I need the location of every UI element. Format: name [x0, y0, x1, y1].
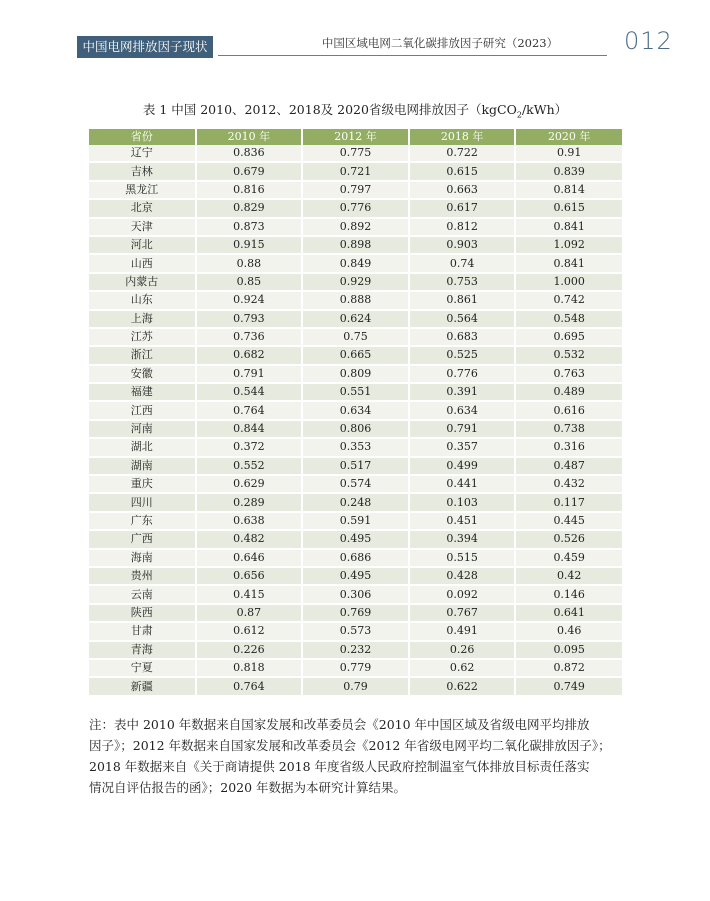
- factor-cell: 0.612: [196, 622, 303, 640]
- note-line: 2018 年数据来自《关于商请提供 2018 年度省级人民政府控制温室气体排放目标责任落实: [89, 759, 590, 774]
- province-cell: 甘肃: [89, 622, 196, 640]
- factor-cell: 0.515: [409, 549, 516, 567]
- factor-cell: 0.873: [196, 218, 303, 236]
- factor-cell: 0.793: [196, 310, 303, 328]
- province-cell: 四川: [89, 493, 196, 511]
- factor-cell: 0.095: [515, 641, 622, 659]
- factor-cell: 0.641: [515, 604, 622, 622]
- factor-cell: 0.764: [196, 677, 303, 695]
- province-cell: 山西: [89, 254, 196, 272]
- note-line: 注：表中 2010 年数据来自国家发展和改革委员会《2010 年中国区域及省级电网平均排放: [89, 717, 590, 732]
- caption-suffix: /kWh）: [521, 102, 568, 117]
- province-cell: 江苏: [89, 328, 196, 346]
- factor-cell: 0.841: [515, 218, 622, 236]
- factor-cell: 0.591: [302, 512, 409, 530]
- page-number: 012: [624, 27, 673, 55]
- factor-cell: 0.482: [196, 530, 303, 548]
- province-cell: 海南: [89, 549, 196, 567]
- factor-cell: 0.103: [409, 493, 516, 511]
- factor-cell: 0.809: [302, 365, 409, 383]
- factor-cell: 0.665: [302, 346, 409, 364]
- factor-cell: 0.695: [515, 328, 622, 346]
- factor-cell: 0.683: [409, 328, 516, 346]
- factor-cell: 0.721: [302, 162, 409, 180]
- factor-cell: 0.679: [196, 162, 303, 180]
- column-header: 省份: [89, 129, 196, 145]
- table-row: [89, 199, 622, 217]
- province-cell: 湖南: [89, 457, 196, 475]
- factor-cell: 0.26: [409, 641, 516, 659]
- province-cell: 新疆: [89, 677, 196, 695]
- factor-cell: 0.764: [196, 401, 303, 419]
- factor-cell: 0.836: [196, 145, 303, 162]
- table-row: [89, 567, 622, 585]
- factor-cell: 0.742: [515, 291, 622, 309]
- table-row: [89, 273, 622, 291]
- province-cell: 安徽: [89, 365, 196, 383]
- factor-cell: 0.861: [409, 291, 516, 309]
- factor-cell: 0.616: [515, 401, 622, 419]
- factor-cell: 0.749: [515, 677, 622, 695]
- section-tag: 中国电网排放因子现状: [77, 36, 213, 58]
- factor-cell: 0.892: [302, 218, 409, 236]
- factor-cell: 0.415: [196, 585, 303, 603]
- factor-cell: 0.818: [196, 659, 303, 677]
- factor-cell: 0.629: [196, 475, 303, 493]
- province-cell: 河南: [89, 420, 196, 438]
- factor-cell: 0.841: [515, 254, 622, 272]
- table-row: [89, 530, 622, 548]
- factor-cell: 0.738: [515, 420, 622, 438]
- factor-cell: 0.574: [302, 475, 409, 493]
- factor-cell: 0.816: [196, 181, 303, 199]
- factor-cell: 0.615: [515, 199, 622, 217]
- factor-cell: 0.491: [409, 622, 516, 640]
- factor-cell: 0.46: [515, 622, 622, 640]
- table-row: [89, 457, 622, 475]
- factor-cell: 0.459: [515, 549, 622, 567]
- factor-cell: 0.656: [196, 567, 303, 585]
- table-row: [89, 383, 622, 401]
- factor-cell: 0.812: [409, 218, 516, 236]
- factor-cell: 0.489: [515, 383, 622, 401]
- table-row: [89, 641, 622, 659]
- factor-cell: 0.88: [196, 254, 303, 272]
- table-row: [89, 659, 622, 677]
- factor-cell: 0.779: [302, 659, 409, 677]
- table-row: [89, 401, 622, 419]
- province-cell: 湖北: [89, 438, 196, 456]
- province-cell: 福建: [89, 383, 196, 401]
- factor-cell: 0.517: [302, 457, 409, 475]
- table-row: [89, 585, 622, 603]
- factor-cell: 0.814: [515, 181, 622, 199]
- factor-cell: 0.391: [409, 383, 516, 401]
- column-header: 2010 年: [196, 129, 303, 145]
- factor-cell: 0.776: [409, 365, 516, 383]
- factor-cell: 0.736: [196, 328, 303, 346]
- province-cell: 广西: [89, 530, 196, 548]
- factor-cell: 0.146: [515, 585, 622, 603]
- factor-cell: 0.226: [196, 641, 303, 659]
- table-row: [89, 181, 622, 199]
- factor-cell: 0.624: [302, 310, 409, 328]
- factor-cell: 0.638: [196, 512, 303, 530]
- province-cell: 江西: [89, 401, 196, 419]
- factor-cell: 0.445: [515, 512, 622, 530]
- factor-cell: 0.615: [409, 162, 516, 180]
- factor-cell: 0.353: [302, 438, 409, 456]
- table-row: [89, 328, 622, 346]
- factor-cell: 0.289: [196, 493, 303, 511]
- province-cell: 山东: [89, 291, 196, 309]
- province-cell: 黑龙江: [89, 181, 196, 199]
- factor-cell: 0.924: [196, 291, 303, 309]
- factor-cell: 0.357: [409, 438, 516, 456]
- factor-cell: 0.451: [409, 512, 516, 530]
- table-row: [89, 549, 622, 567]
- factor-cell: 0.775: [302, 145, 409, 162]
- table-row: [89, 677, 622, 695]
- province-cell: 陕西: [89, 604, 196, 622]
- province-cell: 青海: [89, 641, 196, 659]
- factor-cell: 0.75: [302, 328, 409, 346]
- factor-cell: 0.763: [515, 365, 622, 383]
- factor-cell: 0.573: [302, 622, 409, 640]
- province-cell: 宁夏: [89, 659, 196, 677]
- factor-cell: 0.797: [302, 181, 409, 199]
- factor-cell: 0.791: [409, 420, 516, 438]
- factor-cell: 0.829: [196, 199, 303, 217]
- table-caption: [90, 100, 620, 120]
- factor-cell: 0.903: [409, 236, 516, 254]
- table-row: [89, 162, 622, 180]
- factor-cell: 0.767: [409, 604, 516, 622]
- province-cell: 河北: [89, 236, 196, 254]
- factor-cell: 0.634: [302, 401, 409, 419]
- table-row: [89, 493, 622, 511]
- factor-cell: 0.117: [515, 493, 622, 511]
- table-row: [89, 604, 622, 622]
- caption-prefix: 表 1 中国 2010、2012、2018及 2020省级电网排放因子（kgCO: [142, 102, 517, 117]
- factor-cell: 0.526: [515, 530, 622, 548]
- factor-cell: 0.552: [196, 457, 303, 475]
- factor-cell: 0.232: [302, 641, 409, 659]
- factor-cell: 0.769: [302, 604, 409, 622]
- factor-cell: 0.776: [302, 199, 409, 217]
- factor-cell: 0.646: [196, 549, 303, 567]
- province-cell: 广东: [89, 512, 196, 530]
- factor-cell: 0.544: [196, 383, 303, 401]
- emission-factor-table: [89, 129, 622, 697]
- province-cell: 浙江: [89, 346, 196, 364]
- caption-subscript: 2: [516, 110, 522, 120]
- table-row: [89, 145, 622, 162]
- factor-cell: 0.634: [409, 401, 516, 419]
- table-row: [89, 512, 622, 530]
- factor-cell: 0.62: [409, 659, 516, 677]
- factor-cell: 0.722: [409, 145, 516, 162]
- factor-cell: 0.872: [515, 659, 622, 677]
- factor-cell: 0.394: [409, 530, 516, 548]
- factor-cell: 1.000: [515, 273, 622, 291]
- factor-cell: 0.929: [302, 273, 409, 291]
- table-row: [89, 291, 622, 309]
- factor-cell: 0.316: [515, 438, 622, 456]
- factor-cell: 0.791: [196, 365, 303, 383]
- factor-cell: 0.915: [196, 236, 303, 254]
- factor-cell: 0.686: [302, 549, 409, 567]
- factor-cell: 0.622: [409, 677, 516, 695]
- table-header-row: [89, 129, 622, 145]
- factor-cell: 0.844: [196, 420, 303, 438]
- factor-cell: 0.487: [515, 457, 622, 475]
- factor-cell: 0.898: [302, 236, 409, 254]
- factor-cell: 0.849: [302, 254, 409, 272]
- province-cell: 吉林: [89, 162, 196, 180]
- province-cell: 贵州: [89, 567, 196, 585]
- table-row: [89, 236, 622, 254]
- factor-cell: 0.91: [515, 145, 622, 162]
- column-header: 2012 年: [302, 129, 409, 145]
- factor-cell: 0.564: [409, 310, 516, 328]
- factor-cell: 0.42: [515, 567, 622, 585]
- factor-cell: 0.663: [409, 181, 516, 199]
- factor-cell: 0.753: [409, 273, 516, 291]
- province-cell: 内蒙古: [89, 273, 196, 291]
- factor-cell: 0.306: [302, 585, 409, 603]
- factor-cell: 0.806: [302, 420, 409, 438]
- table-row: [89, 346, 622, 364]
- province-cell: 辽宁: [89, 145, 196, 162]
- province-cell: 云南: [89, 585, 196, 603]
- province-cell: 北京: [89, 199, 196, 217]
- factor-cell: 0.499: [409, 457, 516, 475]
- province-cell: 天津: [89, 218, 196, 236]
- table-note: [89, 714, 629, 798]
- table-row: [89, 254, 622, 272]
- factor-cell: 0.548: [515, 310, 622, 328]
- note-line: 因子》；2012 年数据来自国家发展和改革委员会《2012 年省级电网平均二氧化碳排放因子》；: [89, 738, 611, 753]
- table-row: [89, 218, 622, 236]
- factor-cell: 0.87: [196, 604, 303, 622]
- table-row: [89, 310, 622, 328]
- factor-cell: 0.428: [409, 567, 516, 585]
- note-line: 情况自评估报告的函》；2020 年数据为本研究计算结果。: [89, 780, 407, 795]
- table-row: [89, 475, 622, 493]
- factor-cell: 0.495: [302, 567, 409, 585]
- table-row: [89, 420, 622, 438]
- table-body: [89, 145, 622, 696]
- column-header: 2018 年: [409, 129, 516, 145]
- report-title: 中国区域电网二氧化碳排放因子研究（2023）: [321, 36, 559, 50]
- column-header: 2020 年: [515, 129, 622, 145]
- factor-cell: 0.495: [302, 530, 409, 548]
- table-row: [89, 622, 622, 640]
- province-cell: 上海: [89, 310, 196, 328]
- factor-cell: 0.74: [409, 254, 516, 272]
- factor-cell: 0.682: [196, 346, 303, 364]
- factor-cell: 0.248: [302, 493, 409, 511]
- factor-cell: 0.372: [196, 438, 303, 456]
- table-row: [89, 365, 622, 383]
- factor-cell: 0.092: [409, 585, 516, 603]
- factor-cell: 0.551: [302, 383, 409, 401]
- province-cell: 重庆: [89, 475, 196, 493]
- factor-cell: 0.532: [515, 346, 622, 364]
- factor-cell: 0.888: [302, 291, 409, 309]
- factor-cell: 0.839: [515, 162, 622, 180]
- header-divider: [218, 55, 607, 56]
- factor-cell: 0.617: [409, 199, 516, 217]
- factor-cell: 0.432: [515, 475, 622, 493]
- table-row: [89, 438, 622, 456]
- factor-cell: 0.79: [302, 677, 409, 695]
- factor-cell: 1.092: [515, 236, 622, 254]
- factor-cell: 0.441: [409, 475, 516, 493]
- factor-cell: 0.85: [196, 273, 303, 291]
- factor-cell: 0.525: [409, 346, 516, 364]
